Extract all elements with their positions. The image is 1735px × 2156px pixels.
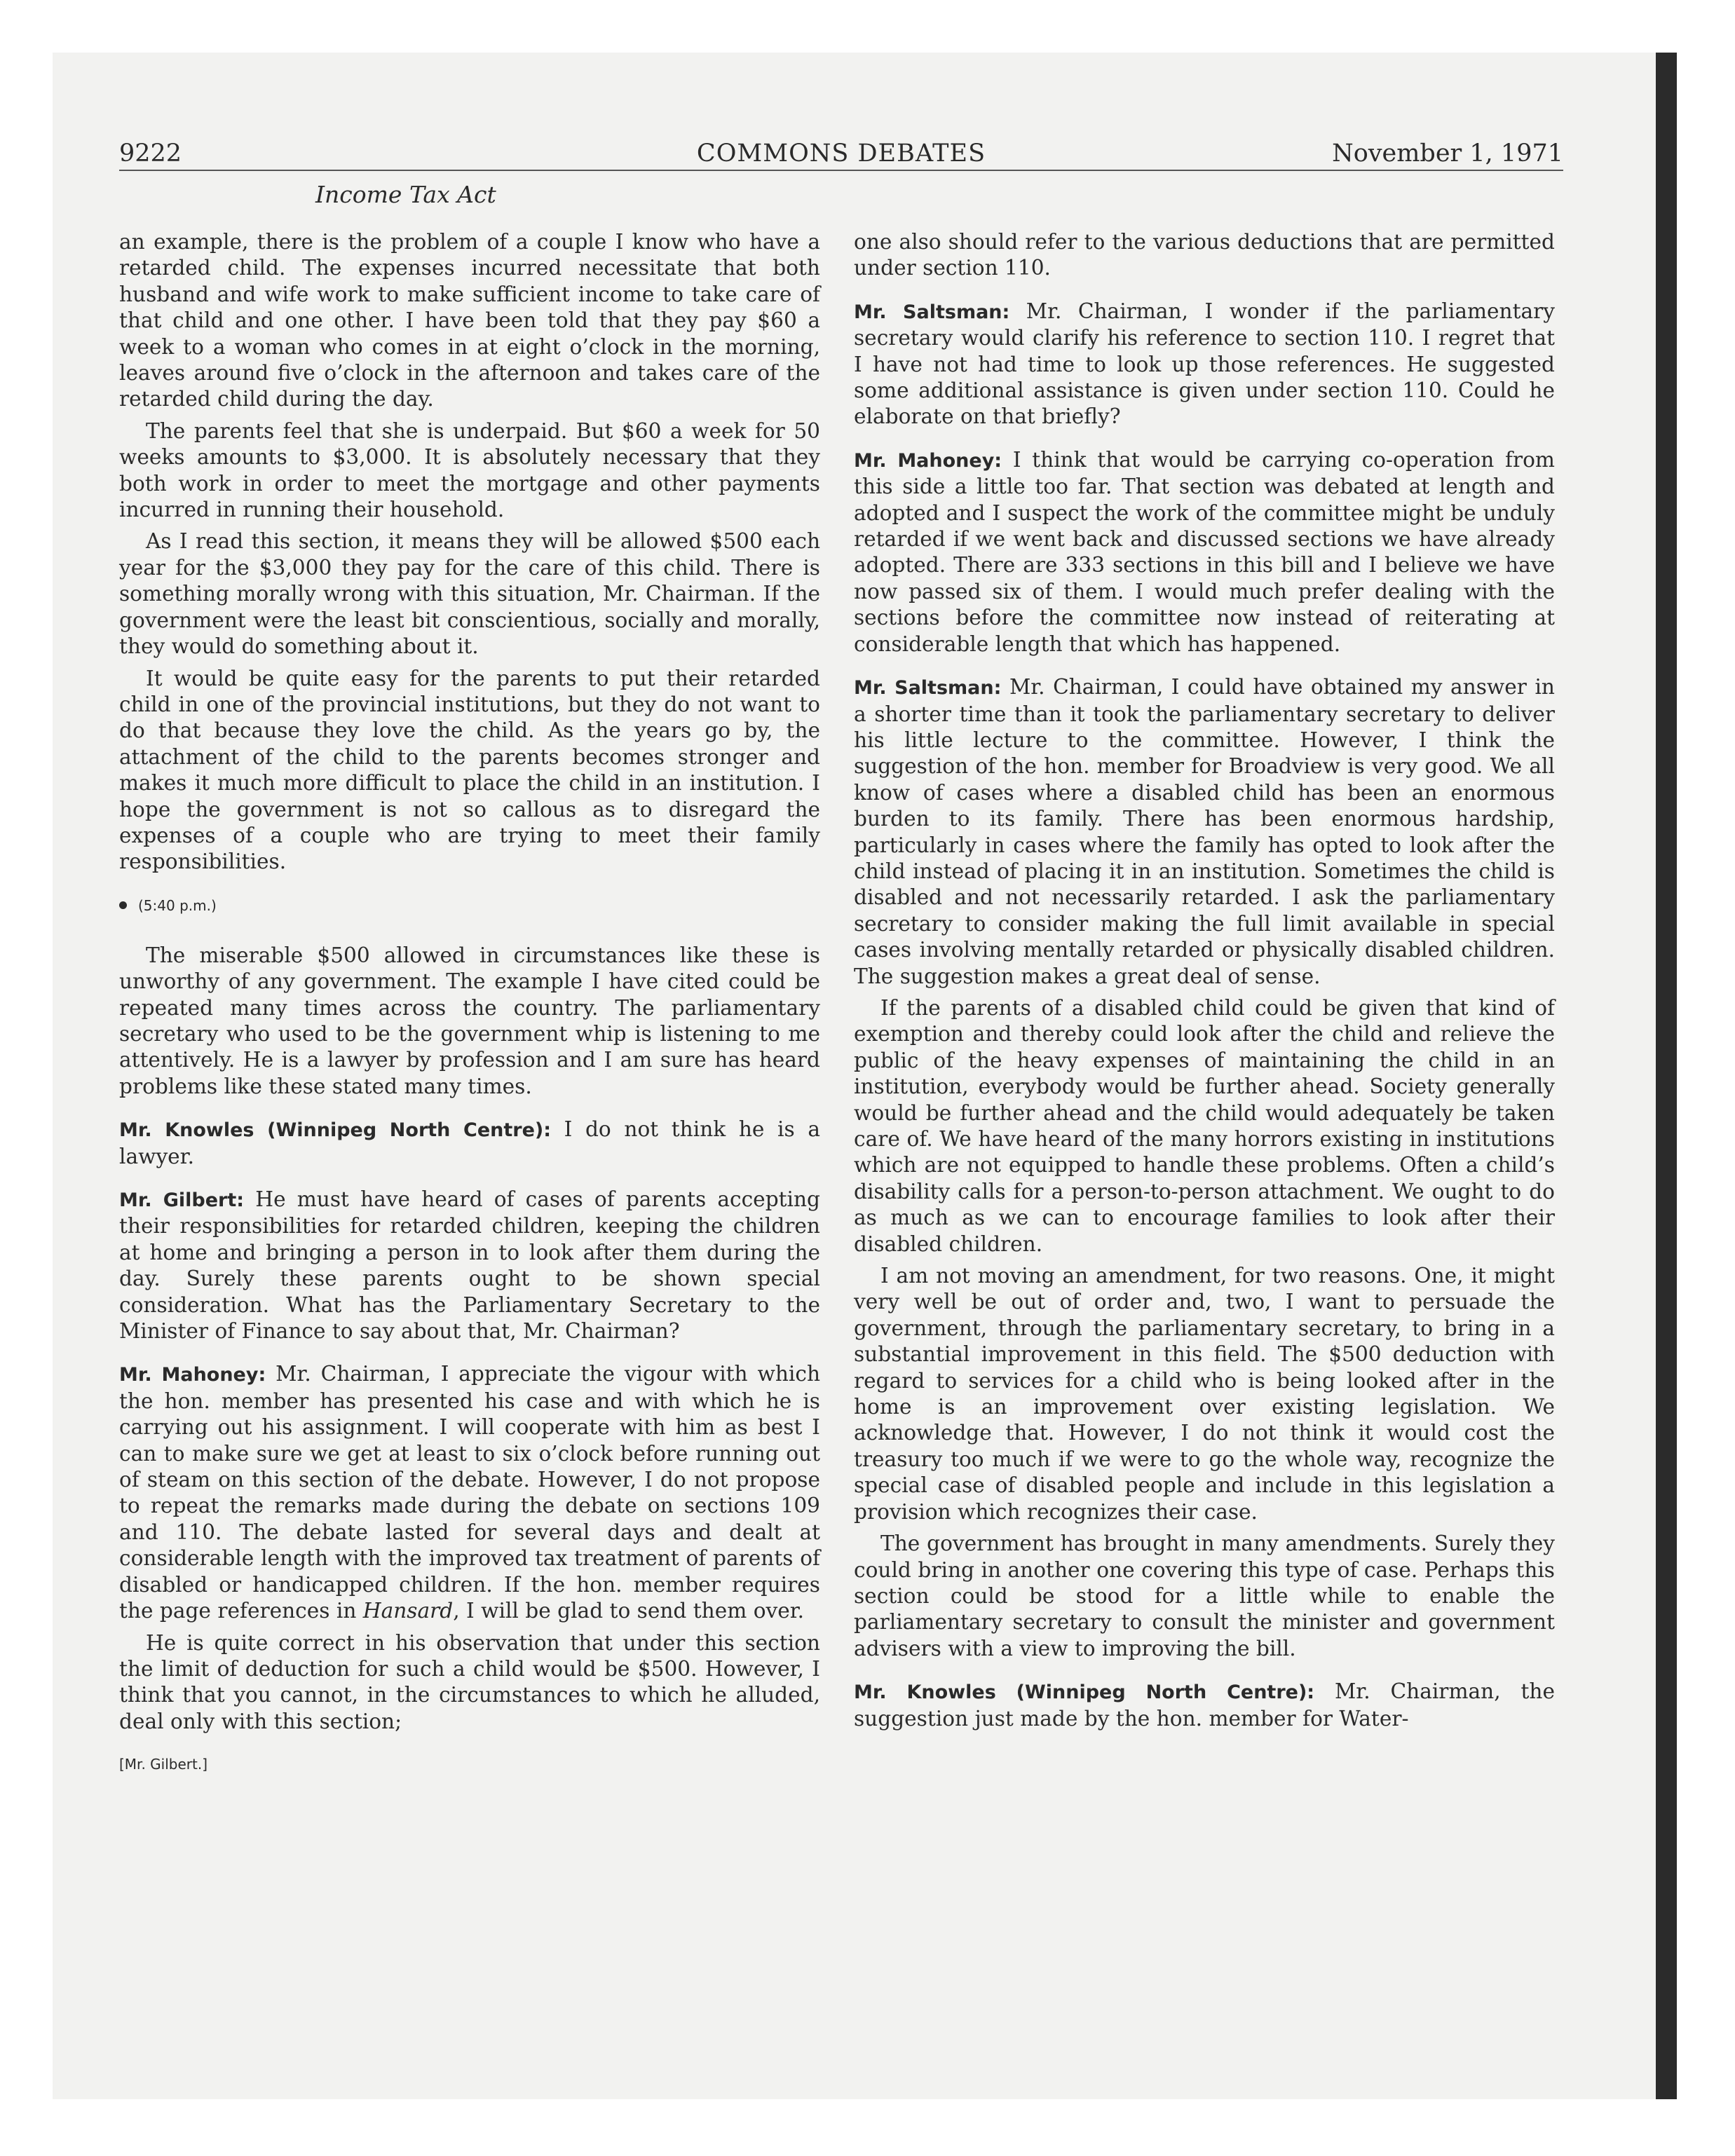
- scan-edge-shadow: [1656, 53, 1677, 2099]
- speaker-name: Mr. Knowles (Winnipeg North Centre):: [119, 1119, 552, 1142]
- speaker-name: Mr. Knowles (Winnipeg North Centre):: [854, 1681, 1315, 1704]
- speaker-name: Mr. Saltsman:: [854, 677, 1002, 700]
- paragraph: As I read this section, it means they will be allowed $500 each year for the $3,000 they pay for the care of this child. There is something morally wrong with this situation, Mr. Chairman. If the government were the least bit conscientious, socially and morally, they would do something about it.: [119, 529, 820, 659]
- speaker-footer-note: [Mr. Gilbert.]: [119, 1756, 207, 1773]
- speech-text: Mr. Chairman, the suggestion just made by the hon. member for Water-: [854, 1679, 1555, 1731]
- paragraph: one also should refer to the various deductions that are permitted under section 110.: [854, 230, 1555, 280]
- paragraph: The government has brought in many amendments. Surely they could bring in another one covering this type of case. Perhaps this section could be stood for a little while to enable the parliamentary secretary to consult the minister and government advisers with a view to improving the bill.: [854, 1531, 1555, 1660]
- speech-text: I do not think he is a lawyer.: [119, 1117, 820, 1168]
- speech: [854, 1679, 1555, 1732]
- speech-text: I think that would be carrying co-operation from this side a little too far. That section was debated at length and adopted and I suspect the work of the committee might be unduly retarded if we went back and discussed sections we have already adopted. There are 333 sections in this bill and I believe we have now passed six of them. I would much prefer dealing with the sections before the committee now instead of reiterating at considerable length that which has happened.: [854, 447, 1555, 656]
- speaker-name: Mr. Gilbert:: [119, 1189, 245, 1211]
- time-stamp-text: (5:40 p.m.): [138, 896, 217, 914]
- speech: [119, 1117, 820, 1170]
- paragraph: The miserable $500 allowed in circumstances like these is unworthy of any government. The example I have cited could be repeated many times across the country. The parliamentary secretary who used to be the government whip is listening to me attentively. He is a lawyer by profession and I am sure has heard problems like these stated many times.: [119, 943, 820, 1098]
- publication-date: November 1, 1971: [1332, 139, 1563, 168]
- paragraph: I am not moving an amendment, for two reasons. One, it might very well be out of order and, two, I want to persuade the government, through the parliamentary secretary, to bring in a substantial improvement in this field. The $500 deduction with regard to services for a child who is being looked after in the home is an improvement over existing legislation. We acknowledge that. However, I do not think it would cost the treasury too much if we were to go the whole way, recognize the special case of disabled people and include in this legislation a provision which recognizes their case.: [854, 1264, 1555, 1524]
- speaker-name: Mr. Mahoney:: [854, 449, 1002, 472]
- speech: [119, 1361, 820, 1624]
- publication-title: COMMONS DEBATES: [696, 139, 986, 168]
- paragraph: The parents feel that she is underpaid. But $60 a week for 50 weeks amounts to $3,000. It is absolutely necessary that they both work in order to meet the mortgage and other payments incurred in running their household.: [119, 418, 820, 522]
- section-subhead: Income Tax Act: [315, 181, 496, 208]
- speech-text: , I will be glad to send them over.: [453, 1599, 805, 1623]
- paragraph: an example, there is the problem of a couple I know who have a retarded child. The expenses incurred necessitate that both husband and wife work to make sufficient income to take care of that child and one other. I have been told that they pay $60 a week to a woman who comes in at eight o’clock in the morning, leaves around five o’clock in the afternoon and takes care of the retarded child during the day.: [119, 230, 820, 411]
- hansard-italic: Hansard: [362, 1599, 454, 1623]
- speech: [854, 674, 1555, 990]
- speech-text: Mr. Chairman, I wonder if the parliamentary secretary would clarify his reference to section 110. I regret that I have not had time to look up those references. He suggested some additional assistance is given under section 110. Could he elaborate on that briefly?: [854, 299, 1556, 429]
- speech-text: Mr. Chairman, I could have obtained my answer in a shorter time than it took the parliamentary secretary to deliver his little lecture to the committee. However, I think the suggestion of the hon. member for Broadview is very good. We all know of cases where a disabled child has been an enormous burden to its family. There has been enormous hardship, particularly in cases where the family has opted to look after the child instead of placing it in an institution. Sometimes the child is disabled and not necessarily retarded. I ask the parliamentary secretary to consider making the full limit available in special cases involving mentally retarded or physically disabled children. The suggestion makes a great deal of sense.: [854, 675, 1555, 988]
- speech: [119, 1187, 820, 1344]
- speaker-name: Mr. Saltsman:: [854, 301, 1010, 323]
- speech: [854, 299, 1555, 430]
- speech-text: Mr. Chairman, I appreciate the vigour with which the hon. member has presented his case and with which he is carrying out his assignment. I will cooperate with him as best I can to make sure we get at least to six o’clock before running out of steam on this section of the debate. However, I do not propose to repeat the remarks made during the debate on sections 109 and 110. The debate lasted for several days and dealt at considerable length with the improved tax treatment of parents of disabled or handicapped children. If the hon. member requires the page references in: [119, 1362, 820, 1623]
- speech-text: He must have heard of cases of parents accepting their responsibilities for retarded children, keeping the children at home and bringing a person in to look after them during the day. Surely these parents ought to be shown special consideration. What has the Parliamentary Secretary to the Minister of Finance to say about that, Mr. Chairman?: [119, 1187, 820, 1344]
- page-number: 9222: [119, 139, 182, 168]
- time-stamp: [119, 896, 820, 915]
- left-column: [119, 229, 820, 1778]
- speech: [854, 447, 1555, 657]
- bullet-icon: [119, 901, 127, 909]
- paragraph: If the parents of a disabled child could be given that kind of exemption and thereby could look after the child and relieve the public of the heavy expenses of maintaining the child in an institution, everybody would be further ahead. Society generally would be further ahead and the child would adequately be taken care of. We have heard of the many horrors existing in institutions which are not equipped to handle these problems. Often a child’s disability calls for a person-to-person attachment. We ought to do as much as we can to encourage families to look after their disabled children.: [854, 995, 1555, 1256]
- speaker-name: Mr. Mahoney:: [119, 1364, 266, 1386]
- paragraph: He is quite correct in his observation that under this section the limit of deduction for such a child would be $500. However, I think that you cannot, in the circumstances to which he alluded, deal only with this section;: [119, 1630, 820, 1733]
- page-header: [119, 137, 1563, 171]
- right-column: [854, 229, 1555, 1738]
- paragraph: It would be quite easy for the parents to put their retarded child in one of the provincial institutions, but they do not want to do that because they love the child. As the years go by, the attachment of the child to the parents becomes stronger and makes it much more difficult to place the child in an institution. I hope the government is not so callous as to disregard the expenses of a couple who are trying to meet their family responsibilities.: [119, 666, 820, 874]
